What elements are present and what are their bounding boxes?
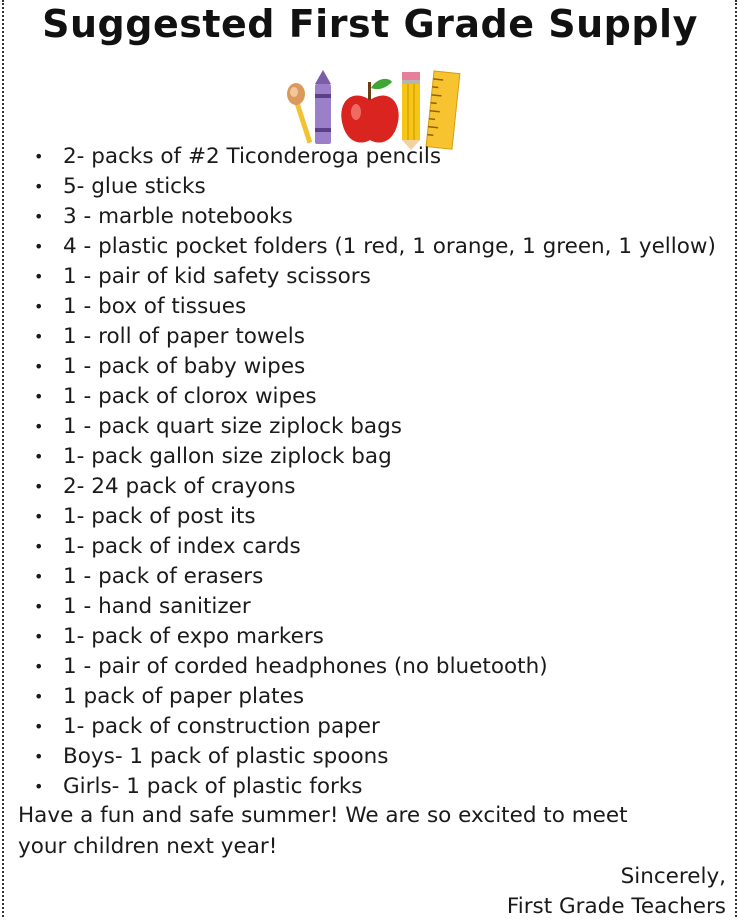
- supply-list: [34, 142, 716, 802]
- bullet: •: [34, 417, 44, 436]
- list-item-text: 1 - pack of clorox wipes: [63, 384, 317, 409]
- bullet: •: [34, 387, 44, 406]
- list-item-text: 1 - pack of baby wipes: [63, 354, 306, 379]
- bullet: •: [34, 297, 44, 316]
- list-item: [34, 502, 716, 532]
- closing-line: your children next year!: [18, 834, 278, 859]
- bullet: •: [34, 567, 44, 586]
- bullet: •: [34, 327, 44, 346]
- list-item-text: 1 - pack quart size ziplock bags: [63, 414, 402, 439]
- bullet: •: [34, 627, 44, 646]
- list-item: [34, 652, 716, 682]
- list-item: [34, 772, 716, 802]
- list-item: [34, 352, 716, 382]
- list-item-text: 1- pack of post its: [63, 504, 256, 529]
- list-item: [34, 592, 716, 622]
- bullet: •: [34, 147, 44, 166]
- list-item-text: Girls- 1 pack of plastic forks: [63, 774, 363, 799]
- list-item-text: 1 - hand sanitizer: [63, 594, 251, 619]
- list-item: [34, 202, 716, 232]
- list-item: [34, 262, 716, 292]
- list-item-text: 3 - marble notebooks: [63, 204, 293, 229]
- list-item: [34, 412, 716, 442]
- signature-block: [507, 862, 726, 922]
- apple-icon: [341, 79, 398, 143]
- bullet: •: [34, 477, 44, 496]
- pencil-icon: [402, 72, 420, 150]
- closing-message: [18, 800, 718, 862]
- paintbrush-icon: [287, 83, 312, 143]
- list-item: [34, 472, 716, 502]
- list-item-text: 2- 24 pack of crayons: [63, 474, 296, 499]
- list-item: [34, 382, 716, 412]
- list-item: [34, 682, 716, 712]
- bullet: •: [34, 177, 44, 196]
- list-item: [34, 232, 716, 262]
- closing-line: Have a fun and safe summer! We are so excited to meet: [18, 803, 628, 828]
- school-supplies-clipart: [282, 70, 464, 150]
- bullet: •: [34, 447, 44, 466]
- bullet: •: [34, 687, 44, 706]
- list-item-text: 2- packs of #2 Ticonderoga pencils: [63, 144, 442, 169]
- bullet: •: [34, 357, 44, 376]
- list-item-text: 5- glue sticks: [63, 174, 206, 199]
- dotted-border-left: [2, 0, 4, 917]
- bullet: •: [34, 207, 44, 226]
- list-item: [34, 442, 716, 472]
- ruler-icon: [426, 71, 460, 149]
- bullet: •: [34, 657, 44, 676]
- list-item-text: 1 - pair of kid safety scissors: [63, 264, 371, 289]
- list-item: [34, 532, 716, 562]
- list-item: [34, 712, 716, 742]
- bullet: •: [34, 537, 44, 556]
- list-item: [34, 142, 716, 172]
- bullet: •: [34, 237, 44, 256]
- list-item: [34, 742, 716, 772]
- list-item-text: 4 - plastic pocket folders (1 red, 1 orange, 1 green, 1 yellow): [63, 234, 716, 259]
- list-item-text: Boys- 1 pack of plastic spoons: [63, 744, 389, 769]
- bullet: •: [34, 597, 44, 616]
- crayon-icon: [315, 70, 331, 144]
- bullet: •: [34, 267, 44, 286]
- list-item: [34, 622, 716, 652]
- list-item-text: 1 - box of tissues: [63, 294, 247, 319]
- list-item: [34, 172, 716, 202]
- list-item-text: 1- pack gallon size ziplock bag: [63, 444, 392, 469]
- bullet: •: [34, 507, 44, 526]
- list-item: [34, 562, 716, 592]
- list-item-text: 1 - roll of paper towels: [63, 324, 305, 349]
- signature: First Grade Teachers: [506, 894, 726, 919]
- list-item-text: 1 pack of paper plates: [63, 684, 305, 709]
- list-item: [34, 292, 716, 322]
- list-item-text: 1- pack of index cards: [63, 534, 301, 559]
- page-title: Suggested First Grade Supply: [42, 2, 698, 46]
- signoff: Sincerely,: [620, 864, 726, 889]
- list-item: [34, 322, 716, 352]
- list-item-text: 1- pack of construction paper: [63, 714, 380, 739]
- list-item-text: 1 - pair of corded headphones (no bluetooth): [63, 654, 548, 679]
- list-item-text: 1 - pack of erasers: [63, 564, 264, 589]
- bullet: •: [34, 747, 44, 766]
- dotted-border-right: [735, 0, 737, 917]
- bullet: •: [34, 777, 44, 796]
- bullet: •: [34, 717, 44, 736]
- list-item-text: 1- pack of expo markers: [63, 624, 324, 649]
